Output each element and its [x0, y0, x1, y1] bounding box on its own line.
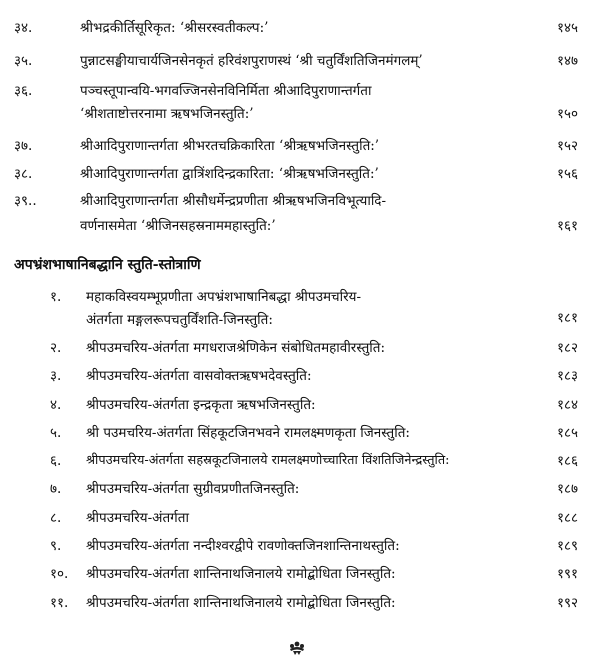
entry-title: श्रीपउमचरिय-अंतर्गता इन्द्रकृता ऋषभजिनस्तुति: [86, 397, 316, 413]
entry-page: १८२ [556, 340, 578, 356]
entry-title-continued: ‘श्रीशताष्टोत्तरनामा ऋषभजिनस्तुति:’ [80, 106, 254, 122]
entry-title: श्रीपउमचरिय-अंतर्गता [86, 510, 189, 526]
entry-title: श्रीपउमचरिय-अंतर्गता वासवोक्तऋषभदेवस्तुति: [86, 368, 312, 384]
entry-page: १८३ [556, 368, 578, 384]
entry-title: श्री पउमचरिय-अंतर्गता सिंहकूटजिनभवने रामलक्ष्मणकृता जिनस्तुति: [86, 425, 410, 441]
entry-number: ३. [50, 368, 62, 384]
entry-title: श्रीपउमचरिय-अंतर्गता सुग्रीवप्रणीतजिनस्तुति: [86, 481, 300, 497]
entry-number: ५. [50, 425, 62, 441]
entry-title: श्रीपउमचरिय-अंतर्गता शान्तिनाथजिनालये रामोद्बोधिता जिनस्तुति: [86, 566, 396, 582]
entry-number: ३८. [14, 166, 33, 182]
entry-title: श्रीपउमचरिय-अंतर्गता नन्दीश्वरद्वीपे रावणोक्तजिनशान्तिनाथस्तुति: [86, 538, 400, 554]
ornament-icon [287, 640, 307, 656]
entry-number: ३६. [14, 83, 33, 99]
entry-title: श्रीभद्रकीर्तिसूरिकृत: ‘श्रीसरस्वतीकल्प:’ [80, 20, 269, 36]
entry-title: श्रीपउमचरिय-अंतर्गता मगधराजश्रेणिकेन संबोधितमहावीरस्तुति: [86, 340, 386, 356]
entry-number: ३९.. [14, 193, 37, 209]
entry-page: १५० [556, 106, 578, 122]
entry-page: १५२ [556, 138, 578, 154]
entry-number: २. [50, 340, 62, 356]
entry-number: ३४. [14, 20, 33, 36]
entry-title: श्रीआदिपुराणान्तर्गता श्रीसौधर्मेन्द्रप्रणीता श्रीऋषभजिनविभूत्यादि- [80, 193, 387, 209]
entry-title-continued: वर्णनासमेता ‘श्रीजिनसहस्रनाममहास्तुति:’ [80, 218, 276, 234]
entry-title: श्रीआदिपुराणान्तर्गता श्रीभरतचक्रिकारिता ‘श्रीऋषभजिनस्तुति:’ [80, 138, 380, 154]
entry-page: १८५ [556, 425, 578, 441]
entry-title: पञ्चस्तूपान्वयि-भगवज्जिनसेनविनिर्मिता श्रीआदिपुराणान्तर्गता [80, 83, 372, 99]
entry-number: ९. [50, 538, 62, 554]
section-heading: अपभ्रंशभाषानिबद्धानि स्तुति-स्तोत्राणि [14, 257, 201, 273]
entry-number: १०. [50, 566, 69, 582]
entry-page: १८१ [556, 310, 578, 326]
entry-title: श्रीपउमचरिय-अंतर्गता सहस्रकूटजिनालये रामलक्ष्मणोच्चारिता विंशतिजिनेन्द्रस्तुति: [86, 453, 450, 468]
entry-page: १८९ [556, 538, 578, 554]
entry-title: महाकविस्वयम्भूप्रणीता अपभ्रंशभाषानिबद्धा श्रीपउमचरिय- [86, 289, 362, 305]
entry-title: श्रीपउमचरिय-अंतर्गता शान्तिनाथजिनालये रामोद्बोधिता जिनस्तुति: [86, 595, 396, 611]
entry-page: १४५ [556, 20, 578, 36]
entry-page: १९२ [556, 595, 578, 611]
entry-page: १८६ [556, 453, 578, 469]
entry-page: १८८ [556, 510, 578, 526]
entry-number: ४. [50, 397, 62, 413]
entry-number: ८. [50, 510, 62, 526]
entry-page: १४७ [556, 53, 578, 69]
entry-number: ११. [50, 595, 69, 611]
entry-number: ३५. [14, 53, 33, 69]
entry-number: ६. [50, 453, 62, 469]
entry-title: श्रीआदिपुराणान्तर्गता द्वात्रिंशदिन्द्रकारिता: ‘श्रीऋषभजिनस्तुति:’ [80, 166, 379, 182]
entry-page: १९१ [556, 566, 578, 582]
entry-number: ७. [50, 481, 62, 497]
entry-page: १५६ [556, 166, 578, 182]
entry-page: १८४ [556, 397, 578, 413]
entry-number: १. [50, 289, 62, 305]
entry-number: ३७. [14, 138, 33, 154]
entry-page: १६१ [556, 218, 578, 234]
entry-title: पुन्नाटसङ्घीयाचार्यजिनसेनकृतं हरिवंशपुराणस्थं ‘श्री चतुर्विंशतिजिनमंगलम्’ [80, 53, 423, 69]
entry-page: १८७ [556, 481, 578, 497]
entry-title-continued: अंतर्गता मङ्गलरूपचतुर्विंशति-जिनस्तुति: [86, 312, 273, 328]
